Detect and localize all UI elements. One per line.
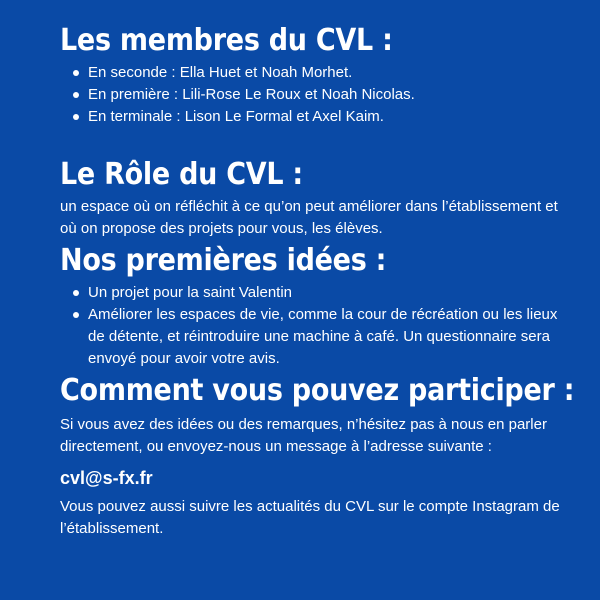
participate-description: Si vous avez des idées ou des remarques, n’hésitez pas à nous en parler directement, ou envoyez-nous un message à l’adresse suivante :: [60, 416, 547, 455]
role-heading: Le Rôle du CVL :: [60, 157, 303, 192]
participate-heading: Comment vous pouvez participer :: [60, 373, 575, 408]
list-item: En terminale : Lison Le Formal et Axel Kaim.: [72, 106, 560, 128]
members-section: [60, 22, 560, 128]
instagram-follow-text: Vous pouvez aussi suivre les actualités du CVL sur le compte Instagram de l’établissement.: [60, 498, 560, 537]
list-item: En seconde : Ella Huet et Noah Morhet.: [72, 62, 560, 84]
ideas-list: [60, 282, 560, 370]
role-description: un espace où on réfléchit à ce qu’on peut améliorer dans l’établissement et où on propose des projets pour vous, les élèves.: [60, 198, 558, 237]
list-item: Améliorer les espaces de vie, comme la cour de récréation ou les lieux de détente, et réintroduire une machine à café. Un questionnaire sera envoyé pour avoir votre avis.: [72, 304, 560, 370]
members-heading: Les membres du CVL :: [60, 23, 393, 58]
list-item: En première : Lili-Rose Le Roux et Noah Nicolas.: [72, 84, 560, 106]
participate-section: [60, 372, 575, 540]
role-section: [60, 156, 560, 240]
members-list: [60, 62, 560, 128]
list-item: Un projet pour la saint Valentin: [72, 282, 560, 304]
ideas-section: [60, 242, 560, 370]
contact-email[interactable]: cvl@s-fx.fr: [60, 468, 153, 488]
ideas-heading: Nos premières idées :: [60, 243, 387, 278]
